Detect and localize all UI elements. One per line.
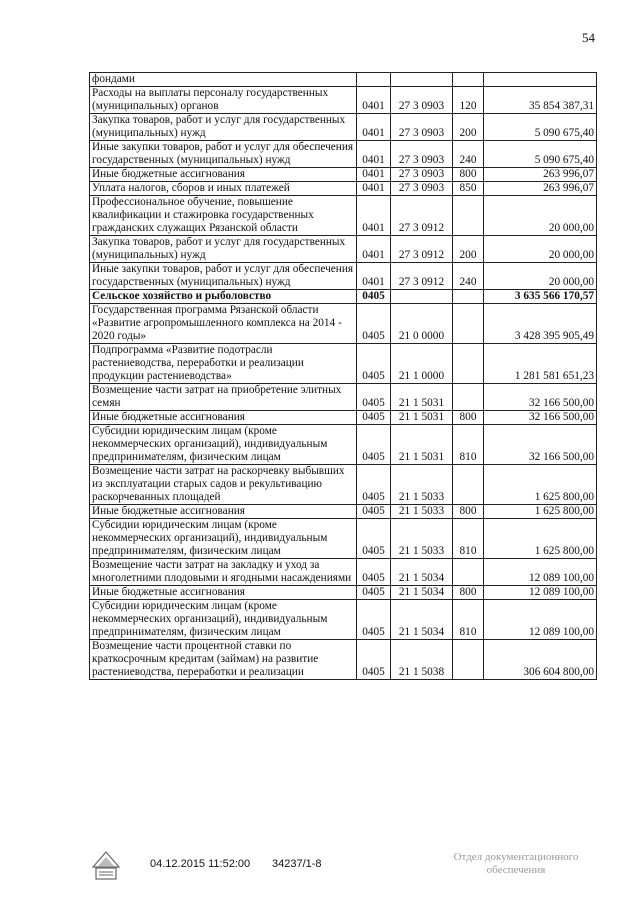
table-row: [90, 236, 597, 263]
row-vr-cell: 810: [453, 519, 484, 559]
row-amount-cell: 1 625 800,00: [484, 519, 597, 559]
row-amount-cell: 12 089 100,00: [484, 586, 597, 600]
row-amount-cell: 3 635 566 170,57: [484, 290, 597, 304]
row-section-cell: 0401: [357, 168, 391, 182]
table-row: [90, 196, 597, 236]
row-vr-cell: [453, 344, 484, 384]
row-name-cell: Возмещение части затрат на раскорчевку выбывших из эксплуатации старых садов и рекультивацию раскорчеванных площадей: [90, 465, 357, 505]
table-row: [90, 600, 597, 640]
row-name-cell: Расходы на выплаты персоналу государственных (муниципальных) органов: [90, 87, 357, 114]
row-section-cell: 0405: [357, 559, 391, 586]
row-name-cell: Профессиональное обучение, повышение квалификации и стажировка государственных гражданских служащих Рязанской области: [90, 196, 357, 236]
row-name-cell: Иные закупки товаров, работ и услуг для обеспечения государственных (муниципальных) нужд: [90, 141, 357, 168]
row-vr-cell: [453, 196, 484, 236]
row-vr-cell: 240: [453, 263, 484, 290]
row-amount-cell: 35 854 387,31: [484, 87, 597, 114]
row-amount-cell: [484, 73, 597, 87]
row-amount-cell: 20 000,00: [484, 236, 597, 263]
row-csr-cell: [391, 73, 453, 87]
row-section-cell: 0405: [357, 290, 391, 304]
row-name-cell: Иные закупки товаров, работ и услуг для обеспечения государственных (муниципальных) нужд: [90, 263, 357, 290]
row-vr-cell: [453, 290, 484, 304]
row-amount-cell: 32 166 500,00: [484, 411, 597, 425]
table-row: [90, 384, 597, 411]
table-row: [90, 182, 597, 196]
row-csr-cell: 21 1 5031: [391, 411, 453, 425]
row-vr-cell: [453, 384, 484, 411]
table-row: [90, 586, 597, 600]
table-row: [90, 304, 597, 344]
row-csr-cell: 21 1 5033: [391, 519, 453, 559]
row-section-cell: 0401: [357, 236, 391, 263]
row-name-cell: Иные бюджетные ассигнования: [90, 505, 357, 519]
budget-table-body: [90, 73, 597, 680]
row-amount-cell: 12 089 100,00: [484, 600, 597, 640]
row-amount-cell: 263 996,07: [484, 168, 597, 182]
row-csr-cell: 21 1 5034: [391, 586, 453, 600]
row-csr-cell: 21 1 5033: [391, 465, 453, 505]
table-row: [90, 411, 597, 425]
row-vr-cell: 800: [453, 168, 484, 182]
row-section-cell: 0405: [357, 384, 391, 411]
table-row: [90, 425, 597, 465]
row-amount-cell: 3 428 395 905,49: [484, 304, 597, 344]
row-amount-cell: 5 090 675,40: [484, 141, 597, 168]
row-csr-cell: 27 3 0903: [391, 141, 453, 168]
row-csr-cell: 21 0 0000: [391, 304, 453, 344]
row-csr-cell: 21 1 0000: [391, 344, 453, 384]
row-name-cell: Иные бюджетные ассигнования: [90, 586, 357, 600]
row-csr-cell: 27 3 0912: [391, 236, 453, 263]
row-vr-cell: 800: [453, 505, 484, 519]
row-name-cell: Иные бюджетные ассигнования: [90, 411, 357, 425]
row-vr-cell: 200: [453, 114, 484, 141]
row-section-cell: 0401: [357, 182, 391, 196]
row-section-cell: [357, 73, 391, 87]
row-csr-cell: 27 3 0903: [391, 168, 453, 182]
row-csr-cell: 21 1 5034: [391, 600, 453, 640]
row-section-cell: 0405: [357, 411, 391, 425]
row-vr-cell: 800: [453, 411, 484, 425]
footer-stamp: Отдел документационного обеспечения: [453, 851, 579, 876]
table-row: [90, 168, 597, 182]
row-amount-cell: 32 166 500,00: [484, 384, 597, 411]
row-section-cell: 0401: [357, 114, 391, 141]
page-number: 54: [582, 30, 595, 45]
row-name-cell: Возмещение части затрат на приобретение элитных семян: [90, 384, 357, 411]
row-section-cell: 0405: [357, 304, 391, 344]
row-csr-cell: 21 1 5031: [391, 425, 453, 465]
table-row: [90, 559, 597, 586]
table-row: [90, 73, 597, 87]
row-amount-cell: 5 090 675,40: [484, 114, 597, 141]
row-csr-cell: 27 3 0903: [391, 87, 453, 114]
row-amount-cell: 20 000,00: [484, 196, 597, 236]
footer-date: 04.12.2015 11:52:00: [150, 858, 251, 870]
row-section-cell: 0401: [357, 87, 391, 114]
budget-table: [89, 72, 597, 680]
row-section-cell: 0405: [357, 465, 391, 505]
row-amount-cell: 1 625 800,00: [484, 505, 597, 519]
printer-logo-icon: [92, 851, 120, 881]
row-vr-cell: 120: [453, 87, 484, 114]
row-name-cell: Субсидии юридическим лицам (кроме некоммерческих организаций), индивидуальным предпринимателям, физическим лицам: [90, 425, 357, 465]
row-csr-cell: 27 3 0912: [391, 196, 453, 236]
row-section-cell: 0405: [357, 600, 391, 640]
row-vr-cell: [453, 559, 484, 586]
row-section-cell: 0405: [357, 640, 391, 680]
row-csr-cell: 27 3 0912: [391, 263, 453, 290]
row-name-cell: Возмещение части затрат на закладку и уход за многолетними плодовыми и ягодными насаждениями: [90, 559, 357, 586]
row-amount-cell: 306 604 800,00: [484, 640, 597, 680]
table-row: [90, 465, 597, 505]
footer-doc-id: 34237/1-8: [272, 858, 322, 870]
row-csr-cell: 21 1 5033: [391, 505, 453, 519]
table-row: [90, 114, 597, 141]
row-name-cell: Закупка товаров, работ и услуг для государственных (муниципальных) нужд: [90, 114, 357, 141]
row-amount-cell: 12 089 100,00: [484, 559, 597, 586]
row-vr-cell: [453, 304, 484, 344]
row-vr-cell: 200: [453, 236, 484, 263]
row-amount-cell: 1 281 581 651,23: [484, 344, 597, 384]
table-row: [90, 141, 597, 168]
row-amount-cell: 1 625 800,00: [484, 465, 597, 505]
table-row: [90, 263, 597, 290]
table-row: [90, 290, 597, 304]
row-name-cell: Субсидии юридическим лицам (кроме некоммерческих организаций), индивидуальным предпринимателям, физическим лицам: [90, 519, 357, 559]
row-csr-cell: 27 3 0903: [391, 182, 453, 196]
row-name-cell: Государственная программа Рязанской области «Развитие агропромышленного комплекса на 2014 - 2020 годы»: [90, 304, 357, 344]
row-csr-cell: 27 3 0903: [391, 114, 453, 141]
row-section-cell: 0405: [357, 344, 391, 384]
table-row: [90, 87, 597, 114]
row-name-cell: Субсидии юридическим лицам (кроме некоммерческих организаций), индивидуальным предпринимателям, физическим лицам: [90, 600, 357, 640]
row-name-cell: фондами: [90, 73, 357, 87]
table-row: [90, 505, 597, 519]
row-section-cell: 0405: [357, 425, 391, 465]
row-section-cell: 0401: [357, 263, 391, 290]
row-vr-cell: [453, 465, 484, 505]
row-vr-cell: 850: [453, 182, 484, 196]
row-section-cell: 0405: [357, 505, 391, 519]
row-section-cell: 0401: [357, 196, 391, 236]
row-csr-cell: 21 1 5038: [391, 640, 453, 680]
row-section-cell: 0405: [357, 586, 391, 600]
row-csr-cell: [391, 290, 453, 304]
row-vr-cell: 810: [453, 425, 484, 465]
row-vr-cell: 810: [453, 600, 484, 640]
row-csr-cell: 21 1 5031: [391, 384, 453, 411]
row-amount-cell: 32 166 500,00: [484, 425, 597, 465]
row-vr-cell: [453, 640, 484, 680]
row-name-cell: Возмещение части процентной ставки по краткосрочным кредитам (займам) на развитие растениеводства, переработки и реализации: [90, 640, 357, 680]
table-row: [90, 344, 597, 384]
row-amount-cell: 20 000,00: [484, 263, 597, 290]
table-row: [90, 519, 597, 559]
row-name-cell: Подпрограмма «Развитие подотрасли растениеводства, переработки и реализации продукции растениеводства»: [90, 344, 357, 384]
row-name-cell: Иные бюджетные ассигнования: [90, 168, 357, 182]
row-csr-cell: 21 1 5034: [391, 559, 453, 586]
row-vr-cell: 800: [453, 586, 484, 600]
table-row: [90, 640, 597, 680]
row-vr-cell: 240: [453, 141, 484, 168]
row-name-cell: Сельское хозяйство и рыболовство: [90, 290, 357, 304]
row-name-cell: Закупка товаров, работ и услуг для государственных (муниципальных) нужд: [90, 236, 357, 263]
row-amount-cell: 263 996,07: [484, 182, 597, 196]
row-section-cell: 0401: [357, 141, 391, 168]
row-vr-cell: [453, 73, 484, 87]
row-name-cell: Уплата налогов, сборов и иных платежей: [90, 182, 357, 196]
row-section-cell: 0405: [357, 519, 391, 559]
